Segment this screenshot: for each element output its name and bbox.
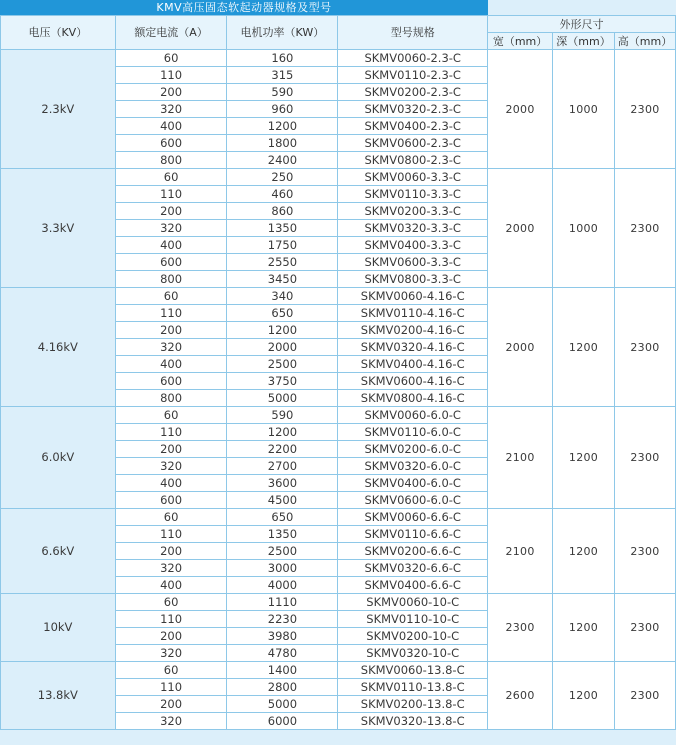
current-cell: 200: [115, 322, 227, 339]
power-cell: 4500: [227, 492, 338, 509]
current-cell: 60: [115, 50, 227, 67]
model-cell: SKMV0320-6.0-C: [338, 458, 488, 475]
current-cell: 600: [115, 254, 227, 271]
current-cell: 320: [115, 560, 227, 577]
depth-cell: 1000: [553, 169, 615, 288]
power-cell: 460: [227, 186, 338, 203]
power-cell: 5000: [227, 696, 338, 713]
power-cell: 3450: [227, 271, 338, 288]
spec-table-body: [1, 16, 676, 730]
current-cell: 60: [115, 509, 227, 526]
current-cell: 200: [115, 628, 227, 645]
power-cell: 2400: [227, 152, 338, 169]
power-cell: 590: [227, 407, 338, 424]
model-cell: SKMV0600-3.3-C: [338, 254, 488, 271]
current-cell: 60: [115, 288, 227, 305]
current-cell: 110: [115, 679, 227, 696]
model-cell: SKMV0200-13.8-C: [338, 696, 488, 713]
power-cell: 1350: [227, 526, 338, 543]
model-cell: SKMV0400-4.16-C: [338, 356, 488, 373]
model-cell: SKMV0200-6.6-C: [338, 543, 488, 560]
width-cell: 2000: [488, 50, 553, 169]
power-cell: 650: [227, 509, 338, 526]
power-cell: 2200: [227, 441, 338, 458]
power-cell: 2550: [227, 254, 338, 271]
current-cell: 400: [115, 237, 227, 254]
depth-cell: 1200: [553, 509, 615, 594]
model-cell: SKMV0200-6.0-C: [338, 441, 488, 458]
depth-cell: 1200: [553, 288, 615, 407]
model-cell: SKMV0110-6.6-C: [338, 526, 488, 543]
current-cell: 320: [115, 220, 227, 237]
power-cell: 3000: [227, 560, 338, 577]
power-cell: 2800: [227, 679, 338, 696]
width-cell: 2100: [488, 509, 553, 594]
header-row: [1, 16, 676, 33]
power-cell: 250: [227, 169, 338, 186]
power-cell: 2230: [227, 611, 338, 628]
height-cell: 2300: [614, 594, 675, 662]
height-cell: 2300: [614, 407, 675, 509]
model-cell: SKMV0060-3.3-C: [338, 169, 488, 186]
model-cell: SKMV0320-3.3-C: [338, 220, 488, 237]
power-cell: 4000: [227, 577, 338, 594]
model-cell: SKMV0110-2.3-C: [338, 67, 488, 84]
power-cell: 3980: [227, 628, 338, 645]
current-cell: 200: [115, 203, 227, 220]
header-width: 宽（mm）: [488, 33, 553, 50]
model-cell: SKMV0200-10-C: [338, 628, 488, 645]
power-cell: 2500: [227, 543, 338, 560]
power-cell: 6000: [227, 713, 338, 730]
current-cell: 110: [115, 305, 227, 322]
model-cell: SKMV0600-4.16-C: [338, 373, 488, 390]
power-cell: 1110: [227, 594, 338, 611]
power-cell: 860: [227, 203, 338, 220]
width-cell: 2300: [488, 594, 553, 662]
header-dims: 外形尺寸: [488, 16, 676, 33]
current-cell: 110: [115, 424, 227, 441]
model-cell: SKMV0110-13.8-C: [338, 679, 488, 696]
current-cell: 320: [115, 645, 227, 662]
current-cell: 400: [115, 118, 227, 135]
current-cell: 110: [115, 611, 227, 628]
current-cell: 60: [115, 662, 227, 679]
header-height: 高（mm）: [614, 33, 675, 50]
table-title: KMV高压固态软起动器规格及型号: [0, 0, 488, 15]
depth-cell: 1200: [553, 662, 615, 730]
power-cell: 4780: [227, 645, 338, 662]
power-cell: 315: [227, 67, 338, 84]
model-cell: SKMV0110-3.3-C: [338, 186, 488, 203]
model-cell: SKMV0060-6.0-C: [338, 407, 488, 424]
header-depth: 深（mm）: [553, 33, 615, 50]
height-cell: 2300: [614, 169, 675, 288]
current-cell: 400: [115, 475, 227, 492]
table-row: [1, 288, 676, 305]
model-cell: SKMV0400-6.0-C: [338, 475, 488, 492]
model-cell: SKMV0600-2.3-C: [338, 135, 488, 152]
model-cell: SKMV0060-13.8-C: [338, 662, 488, 679]
model-cell: SKMV0800-4.16-C: [338, 390, 488, 407]
power-cell: 3750: [227, 373, 338, 390]
current-cell: 320: [115, 713, 227, 730]
power-cell: 1800: [227, 135, 338, 152]
table-row: [1, 662, 676, 679]
height-cell: 2300: [614, 288, 675, 407]
power-cell: 2500: [227, 356, 338, 373]
model-cell: SKMV0200-4.16-C: [338, 322, 488, 339]
model-cell: SKMV0110-4.16-C: [338, 305, 488, 322]
current-cell: 200: [115, 441, 227, 458]
voltage-cell: 4.16kV: [1, 288, 116, 407]
current-cell: 60: [115, 169, 227, 186]
current-cell: 60: [115, 407, 227, 424]
current-cell: 200: [115, 84, 227, 101]
current-cell: 600: [115, 373, 227, 390]
power-cell: 340: [227, 288, 338, 305]
model-cell: SKMV0320-10-C: [338, 645, 488, 662]
power-cell: 1750: [227, 237, 338, 254]
model-cell: SKMV0110-10-C: [338, 611, 488, 628]
header-current: 额定电流（A）: [115, 16, 227, 50]
current-cell: 320: [115, 339, 227, 356]
depth-cell: 1200: [553, 407, 615, 509]
model-cell: SKMV0060-2.3-C: [338, 50, 488, 67]
voltage-cell: 10kV: [1, 594, 116, 662]
power-cell: 2000: [227, 339, 338, 356]
current-cell: 200: [115, 543, 227, 560]
model-cell: SKMV0060-6.6-C: [338, 509, 488, 526]
model-cell: SKMV0320-2.3-C: [338, 101, 488, 118]
power-cell: 590: [227, 84, 338, 101]
model-cell: SKMV0400-3.3-C: [338, 237, 488, 254]
model-cell: SKMV0320-4.16-C: [338, 339, 488, 356]
model-cell: SKMV0320-6.6-C: [338, 560, 488, 577]
power-cell: 1200: [227, 424, 338, 441]
power-cell: 1350: [227, 220, 338, 237]
voltage-cell: 6.6kV: [1, 509, 116, 594]
table-row: [1, 407, 676, 424]
current-cell: 200: [115, 696, 227, 713]
table-row: [1, 509, 676, 526]
model-cell: SKMV0320-13.8-C: [338, 713, 488, 730]
height-cell: 2300: [614, 50, 675, 169]
current-cell: 110: [115, 67, 227, 84]
height-cell: 2300: [614, 509, 675, 594]
current-cell: 110: [115, 526, 227, 543]
depth-cell: 1200: [553, 594, 615, 662]
power-cell: 1200: [227, 118, 338, 135]
power-cell: 160: [227, 50, 338, 67]
voltage-cell: 6.0kV: [1, 407, 116, 509]
model-cell: SKMV0200-3.3-C: [338, 203, 488, 220]
model-cell: SKMV0800-3.3-C: [338, 271, 488, 288]
depth-cell: 1000: [553, 50, 615, 169]
current-cell: 320: [115, 101, 227, 118]
current-cell: 800: [115, 152, 227, 169]
width-cell: 2100: [488, 407, 553, 509]
model-cell: SKMV0600-6.0-C: [338, 492, 488, 509]
current-cell: 110: [115, 186, 227, 203]
model-cell: SKMV0060-10-C: [338, 594, 488, 611]
current-cell: 600: [115, 135, 227, 152]
power-cell: 1200: [227, 322, 338, 339]
current-cell: 60: [115, 594, 227, 611]
power-cell: 5000: [227, 390, 338, 407]
width-cell: 2000: [488, 169, 553, 288]
model-cell: SKMV0400-6.6-C: [338, 577, 488, 594]
current-cell: 400: [115, 356, 227, 373]
width-cell: 2000: [488, 288, 553, 407]
voltage-cell: 3.3kV: [1, 169, 116, 288]
table-row: [1, 169, 676, 186]
model-cell: SKMV0200-2.3-C: [338, 84, 488, 101]
current-cell: 800: [115, 390, 227, 407]
model-cell: SKMV0800-2.3-C: [338, 152, 488, 169]
current-cell: 800: [115, 271, 227, 288]
current-cell: 320: [115, 458, 227, 475]
current-cell: 600: [115, 492, 227, 509]
voltage-cell: 2.3kV: [1, 50, 116, 169]
header-voltage: 电压（KV）: [1, 16, 116, 50]
model-cell: SKMV0400-2.3-C: [338, 118, 488, 135]
power-cell: 3600: [227, 475, 338, 492]
model-cell: SKMV0060-4.16-C: [338, 288, 488, 305]
header-model: 型号规格: [338, 16, 488, 50]
current-cell: 400: [115, 577, 227, 594]
power-cell: 2700: [227, 458, 338, 475]
model-cell: SKMV0110-6.0-C: [338, 424, 488, 441]
power-cell: 650: [227, 305, 338, 322]
height-cell: 2300: [614, 662, 675, 730]
power-cell: 960: [227, 101, 338, 118]
power-cell: 1400: [227, 662, 338, 679]
table-row: [1, 50, 676, 67]
spec-table: [0, 15, 676, 730]
header-power: 电机功率（KW）: [227, 16, 338, 50]
voltage-cell: 13.8kV: [1, 662, 116, 730]
table-row: [1, 594, 676, 611]
width-cell: 2600: [488, 662, 553, 730]
